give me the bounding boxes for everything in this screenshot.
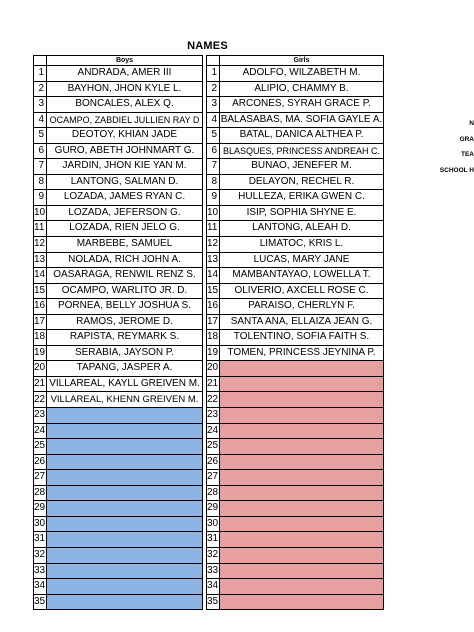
table-row	[34, 563, 203, 579]
boys-name-cell[interactable]	[47, 454, 203, 470]
table-row	[207, 345, 384, 361]
girls-name-cell[interactable]: PARAISO, CHERLYN F.	[220, 299, 384, 315]
table-row	[34, 470, 203, 486]
table-row	[34, 516, 203, 532]
table-row	[34, 174, 203, 190]
boys-row-number[interactable]: 20	[34, 361, 47, 377]
girls-row-number[interactable]: 5	[207, 128, 220, 144]
table-row	[34, 66, 203, 82]
table-row	[207, 408, 384, 424]
boys-name-cell[interactable]: LOZADA, JEFERSON G.	[47, 205, 203, 221]
girls-table	[206, 55, 384, 610]
girls-row-number[interactable]: 29	[207, 501, 220, 517]
side-label-school: SCHOOL H	[439, 167, 474, 174]
boys-row-number[interactable]: 1	[34, 66, 47, 82]
table-row	[207, 485, 384, 501]
boys-name-cell[interactable]: PORNEA, BELLY JOSHUA S.	[47, 299, 203, 315]
girls-row-number[interactable]: 27	[207, 470, 220, 486]
girls-name-cell[interactable]: SANTA ANA, ELLAIZA JEAN G.	[220, 314, 384, 330]
girls-row-number[interactable]: 26	[207, 454, 220, 470]
boys-row-number[interactable]: 5	[34, 128, 47, 144]
girls-row-number[interactable]: 16	[207, 299, 220, 315]
girls-name-cell[interactable]: LANTONG, ALEAH D.	[220, 221, 384, 237]
boys-name-cell[interactable]: BONCALES, ALEX Q.	[47, 97, 203, 113]
table-row	[34, 252, 203, 268]
girls-row-number[interactable]: 31	[207, 532, 220, 548]
boys-name-cell[interactable]: VILLAREAL, KAYLL GREIVEN M.	[47, 376, 203, 392]
girls-name-cell[interactable]: BATAL, DANICA ALTHEA P.	[220, 128, 384, 144]
girls-name-cell[interactable]	[220, 361, 384, 377]
girls-name-cell[interactable]	[220, 485, 384, 501]
girls-row-number[interactable]: 32	[207, 547, 220, 563]
girls-name-cell[interactable]	[220, 408, 384, 424]
girls-row-number[interactable]: 35	[207, 594, 220, 610]
boys-name-cell[interactable]: RAMOS, JEROME D.	[47, 314, 203, 330]
table-row	[207, 547, 384, 563]
boys-row-number[interactable]: 24	[34, 423, 47, 439]
boys-row-number[interactable]: 23	[34, 408, 47, 424]
table-row	[207, 237, 384, 253]
boys-row-number[interactable]: 6	[34, 143, 47, 159]
table-row	[34, 330, 203, 346]
girls-row-number[interactable]: 3	[207, 97, 220, 113]
girls-row-number[interactable]: 34	[207, 579, 220, 595]
table-row	[34, 361, 203, 377]
girls-header-row	[207, 56, 384, 66]
boys-row-number[interactable]: 16	[34, 299, 47, 315]
girls-row-number[interactable]: 12	[207, 237, 220, 253]
boys-row-number[interactable]: 33	[34, 563, 47, 579]
girls-row-number[interactable]: 1	[207, 66, 220, 82]
table-row	[34, 501, 203, 517]
table-row	[34, 594, 203, 610]
table-row	[207, 252, 384, 268]
girls-name-cell[interactable]	[220, 563, 384, 579]
table-row	[207, 376, 384, 392]
boys-row-number[interactable]: 11	[34, 221, 47, 237]
boys-name-cell[interactable]	[47, 579, 203, 595]
table-row	[34, 314, 203, 330]
girls-name-cell[interactable]	[220, 501, 384, 517]
boys-header-row	[34, 56, 203, 66]
table-row	[34, 97, 203, 113]
girls-row-number[interactable]: 2	[207, 81, 220, 97]
boys-row-number[interactable]: 30	[34, 516, 47, 532]
girls-name-cell[interactable]: HULLEZA, ERIKA GWEN C.	[220, 190, 384, 206]
boys-name-cell[interactable]: LOZADA, RIEN JELO G.	[47, 221, 203, 237]
boys-name-cell[interactable]: ANDRADA, AMER III	[47, 66, 203, 82]
boys-name-cell[interactable]	[47, 470, 203, 486]
side-label-gra: GRA	[459, 136, 474, 143]
girls-name-cell[interactable]	[220, 579, 384, 595]
boys-name-cell[interactable]: GURO, ABETH JOHNMART G.	[47, 143, 203, 159]
boys-name-cell[interactable]: TAPANG, JASPER A.	[47, 361, 203, 377]
table-row	[207, 283, 384, 299]
boys-row-number[interactable]: 2	[34, 81, 47, 97]
table-row	[207, 97, 384, 113]
boys-row-number[interactable]: 3	[34, 97, 47, 113]
table-row	[207, 143, 384, 159]
table-row	[34, 454, 203, 470]
boys-row-number[interactable]: 4	[34, 112, 47, 128]
boys-name-cell[interactable]: VILLAREAL, KHENN GREIVEN M.	[47, 392, 203, 408]
table-row	[207, 501, 384, 517]
boys-row-number[interactable]: 21	[34, 376, 47, 392]
girls-row-number[interactable]: 22	[207, 392, 220, 408]
table-row	[34, 159, 203, 175]
girls-row-number[interactable]: 19	[207, 345, 220, 361]
girls-row-number[interactable]: 17	[207, 314, 220, 330]
table-row	[207, 423, 384, 439]
boys-name-cell[interactable]	[47, 547, 203, 563]
boys-row-number[interactable]: 8	[34, 174, 47, 190]
girls-name-cell[interactable]: BALASABAS, MA. SOFIA GAYLE A.	[220, 112, 384, 128]
sheet-title: NAMES	[187, 40, 228, 52]
girls-name-cell[interactable]: BUNAO, JENEFER M.	[220, 159, 384, 175]
girls-row-number[interactable]: 33	[207, 563, 220, 579]
boys-name-cell[interactable]: SERABIA, JAYSON P.	[47, 345, 203, 361]
table-row	[207, 112, 384, 128]
girls-name-cell[interactable]: TOMEN, PRINCESS JEYNINA P.	[220, 345, 384, 361]
girls-name-cell[interactable]: ISIP, SOPHIA SHYNE E.	[220, 205, 384, 221]
boys-row-number[interactable]: 12	[34, 237, 47, 253]
girls-row-number[interactable]: 13	[207, 252, 220, 268]
boys-name-cell[interactable]	[47, 423, 203, 439]
girls-row-number[interactable]: 18	[207, 330, 220, 346]
boys-row-number[interactable]: 14	[34, 268, 47, 284]
boys-header-num-cell[interactable]	[34, 56, 47, 66]
table-row	[207, 314, 384, 330]
table-row	[34, 485, 203, 501]
girls-name-cell[interactable]: OLIVERIO, AXCELL ROSE C.	[220, 283, 384, 299]
table-row	[34, 439, 203, 455]
boys-name-cell[interactable]: BAYHON, JHON KYLE L.	[47, 81, 203, 97]
table-row	[207, 516, 384, 532]
table-row	[207, 205, 384, 221]
girls-name-cell[interactable]: LIMATOC, KRIS L.	[220, 237, 384, 253]
boys-name-cell[interactable]: LOZADA, JAMES RYAN C.	[47, 190, 203, 206]
table-row	[34, 237, 203, 253]
girls-header-num-cell[interactable]	[207, 56, 220, 66]
boys-row-number[interactable]: 29	[34, 501, 47, 517]
boys-name-cell[interactable]	[47, 485, 203, 501]
girls-name-cell[interactable]: BLASQUES, PRINCESS ANDREAH C.	[220, 143, 384, 159]
boys-row-number[interactable]: 31	[34, 532, 47, 548]
boys-row-number[interactable]: 18	[34, 330, 47, 346]
table-row	[34, 268, 203, 284]
girls-name-cell[interactable]	[220, 376, 384, 392]
table-row	[34, 547, 203, 563]
boys-row-number[interactable]: 22	[34, 392, 47, 408]
table-row	[207, 454, 384, 470]
table-row	[34, 81, 203, 97]
table-row	[207, 66, 384, 82]
table-row	[207, 268, 384, 284]
table-row	[34, 532, 203, 548]
girls-name-cell[interactable]	[220, 547, 384, 563]
girls-row-number[interactable]: 6	[207, 143, 220, 159]
girls-name-cell[interactable]	[220, 439, 384, 455]
girls-row-number[interactable]: 9	[207, 190, 220, 206]
table-row	[207, 439, 384, 455]
girls-row-number[interactable]: 25	[207, 439, 220, 455]
table-row	[34, 283, 203, 299]
boys-name-cell[interactable]: RAPISTA, REYMARK S.	[47, 330, 203, 346]
table-row	[207, 81, 384, 97]
boys-row-number[interactable]: 35	[34, 594, 47, 610]
table-row	[207, 299, 384, 315]
girls-name-cell[interactable]: MAMBANTAYAO, LOWELLA T.	[220, 268, 384, 284]
girls-row-number[interactable]: 30	[207, 516, 220, 532]
boys-row-number[interactable]: 28	[34, 485, 47, 501]
table-row	[207, 532, 384, 548]
girls-name-cell[interactable]: DELAYON, RECHEL R.	[220, 174, 384, 190]
boys-name-cell[interactable]	[47, 516, 203, 532]
table-row	[34, 408, 203, 424]
boys-name-cell[interactable]: OCAMPO, ZABDIEL JULLIEN RAY D	[47, 112, 203, 128]
girls-name-cell[interactable]	[220, 392, 384, 408]
boys-name-cell[interactable]	[47, 563, 203, 579]
table-row	[34, 205, 203, 221]
girls-row-number[interactable]: 23	[207, 408, 220, 424]
table-row	[207, 174, 384, 190]
table-row	[207, 392, 384, 408]
table-row	[34, 376, 203, 392]
table-row	[207, 579, 384, 595]
boys-header[interactable]: Boys	[47, 56, 203, 66]
boys-name-cell[interactable]: LANTONG, SALMAN D.	[47, 174, 203, 190]
boys-name-cell[interactable]: NOLADA, RICH JOHN A.	[47, 252, 203, 268]
table-row	[207, 159, 384, 175]
table-row	[34, 299, 203, 315]
boys-name-cell[interactable]	[47, 439, 203, 455]
boys-name-cell[interactable]: OCAMPO, WARLITO JR. D.	[47, 283, 203, 299]
girls-row-number[interactable]: 10	[207, 205, 220, 221]
table-row	[207, 470, 384, 486]
boys-row-number[interactable]: 27	[34, 470, 47, 486]
boys-name-cell[interactable]: MARBEBE, SAMUEL	[47, 237, 203, 253]
girls-name-cell[interactable]: TOLENTINO, SOFIA FAITH S.	[220, 330, 384, 346]
table-row	[34, 128, 203, 144]
girls-row-number[interactable]: 24	[207, 423, 220, 439]
table-row	[207, 563, 384, 579]
girls-row-number[interactable]: 4	[207, 112, 220, 128]
table-row	[207, 221, 384, 237]
boys-name-cell[interactable]	[47, 532, 203, 548]
table-row	[34, 221, 203, 237]
girls-name-cell[interactable]: ADOLFO, WILZABETH M.	[220, 66, 384, 82]
girls-name-cell[interactable]	[220, 454, 384, 470]
table-row	[34, 579, 203, 595]
boys-name-cell[interactable]: OASARAGA, RENWIL RENZ S.	[47, 268, 203, 284]
boys-row-number[interactable]: 13	[34, 252, 47, 268]
table-row	[34, 112, 203, 128]
table-row	[207, 128, 384, 144]
table-row	[34, 392, 203, 408]
girls-row-number[interactable]: 8	[207, 174, 220, 190]
table-row	[34, 423, 203, 439]
girls-row-number[interactable]: 20	[207, 361, 220, 377]
boys-row-number[interactable]: 15	[34, 283, 47, 299]
boys-name-cell[interactable]: DEOTOY, KHIAN JADE	[47, 128, 203, 144]
boys-name-cell[interactable]	[47, 594, 203, 610]
girls-header[interactable]: Girls	[220, 56, 384, 66]
boys-row-number[interactable]: 19	[34, 345, 47, 361]
girls-row-number[interactable]: 15	[207, 283, 220, 299]
girls-name-cell[interactable]	[220, 516, 384, 532]
boys-name-cell[interactable]	[47, 501, 203, 517]
table-row	[207, 594, 384, 610]
table-row	[34, 143, 203, 159]
side-label-tea: TEA	[461, 151, 474, 158]
boys-name-cell[interactable]	[47, 408, 203, 424]
boys-row-number[interactable]: 17	[34, 314, 47, 330]
table-row	[34, 345, 203, 361]
boys-row-number[interactable]: 26	[34, 454, 47, 470]
girls-name-cell[interactable]	[220, 594, 384, 610]
boys-table	[33, 55, 203, 610]
boys-row-number[interactable]: 34	[34, 579, 47, 595]
side-label-n: N	[469, 120, 474, 127]
boys-row-number[interactable]: 9	[34, 190, 47, 206]
girls-name-cell[interactable]	[220, 423, 384, 439]
girls-name-cell[interactable]	[220, 532, 384, 548]
boys-name-cell[interactable]: JARDIN, JHON KIE YAN M.	[47, 159, 203, 175]
table-row	[34, 190, 203, 206]
boys-row-number[interactable]: 7	[34, 159, 47, 175]
girls-row-number[interactable]: 28	[207, 485, 220, 501]
table-row	[207, 361, 384, 377]
table-row	[207, 190, 384, 206]
girls-row-number[interactable]: 11	[207, 221, 220, 237]
boys-row-number[interactable]: 10	[34, 205, 47, 221]
girls-name-cell[interactable]: ALIPIO, CHAMMY B.	[220, 81, 384, 97]
girls-name-cell[interactable]: ARCONES, SYRAH GRACE P.	[220, 97, 384, 113]
boys-row-number[interactable]: 32	[34, 547, 47, 563]
girls-name-cell[interactable]	[220, 470, 384, 486]
girls-name-cell[interactable]: LUCAS, MARY JANE	[220, 252, 384, 268]
girls-row-number[interactable]: 14	[207, 268, 220, 284]
girls-row-number[interactable]: 21	[207, 376, 220, 392]
table-row	[207, 330, 384, 346]
girls-row-number[interactable]: 7	[207, 159, 220, 175]
boys-row-number[interactable]: 25	[34, 439, 47, 455]
